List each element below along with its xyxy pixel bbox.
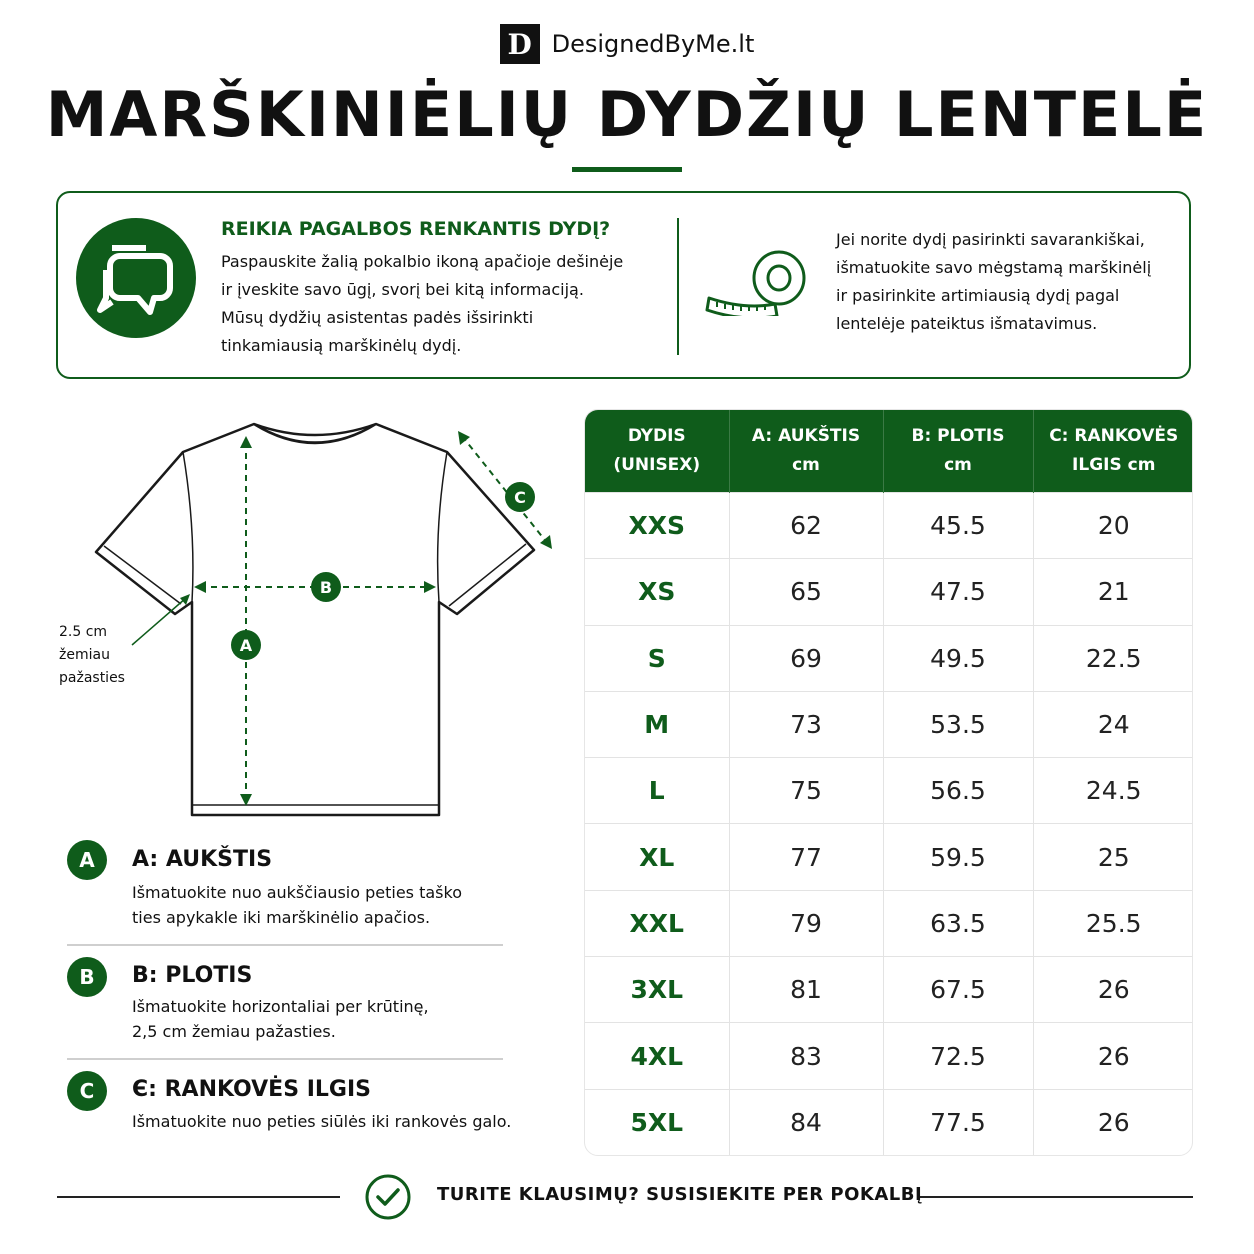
width-cell: 72.5 [883, 1023, 1033, 1089]
header-height: A: AUKŠTIS cm [729, 410, 883, 493]
sleeve-cell: 26 [1033, 1089, 1193, 1155]
size-cell: L [585, 758, 729, 824]
title-underline [572, 167, 682, 172]
size-cell: XS [585, 559, 729, 625]
sleeve-cell: 20 [1033, 493, 1193, 559]
width-cell: 53.5 [883, 691, 1033, 757]
height-cell: 69 [729, 625, 883, 691]
size-cell: 4XL [585, 1023, 729, 1089]
marker-a-label: A [239, 636, 253, 655]
size-table [584, 409, 1193, 1156]
sleeve-cell: 22.5 [1033, 625, 1193, 691]
height-cell: 84 [729, 1089, 883, 1155]
legend-divider [67, 944, 503, 946]
width-cell: 59.5 [883, 824, 1033, 890]
legend-desc-a: ties apykakle iki marškinėlio apačios. [132, 908, 431, 927]
tshirt-diagram [55, 410, 565, 830]
width-cell: 77.5 [883, 1089, 1033, 1155]
width-cell: 63.5 [883, 890, 1033, 956]
size-cell: 5XL [585, 1089, 729, 1155]
marker-c [505, 482, 535, 512]
marker-a [231, 630, 261, 660]
height-cell: 77 [729, 824, 883, 890]
diy-text-line: ir pasirinkite artimiausią dydį pagal [836, 286, 1120, 305]
height-cell: 75 [729, 758, 883, 824]
sleeve-cell: 21 [1033, 559, 1193, 625]
legend-desc-a: Išmatuokite nuo aukščiausio peties taško [132, 883, 462, 902]
width-cell: 49.5 [883, 625, 1033, 691]
sleeve-cell: 26 [1033, 957, 1193, 1023]
height-cell: 62 [729, 493, 883, 559]
header-size: DYDIS (UNISEX) [585, 410, 729, 493]
legend-title-b: B: PLOTIS [132, 963, 253, 988]
table-row [585, 890, 1193, 956]
header-sleeve: C: RANKOVĖS ILGIS cm [1033, 410, 1193, 493]
page-title: MARŠKINIĖLIŲ DYDŽIŲ LENTELĖ [45, 78, 1209, 151]
legend-badge-a: A [67, 840, 107, 880]
measuring-tape-icon [703, 248, 809, 320]
height-cell: 83 [729, 1023, 883, 1089]
help-text-line: Mūsų dydžių asistentas padės išsirinkti [221, 308, 534, 327]
size-cell: M [585, 691, 729, 757]
help-divider [677, 218, 679, 355]
sleeve-cell: 25.5 [1033, 890, 1193, 956]
legend-title-a: A: AUKŠTIS [132, 847, 273, 872]
sleeve-cell: 24.5 [1033, 758, 1193, 824]
legend-desc-c: Išmatuokite nuo peties siūlės iki rankovės galo. [132, 1112, 512, 1131]
table-row [585, 493, 1193, 559]
size-cell: XXL [585, 890, 729, 956]
marker-c-label: C [514, 488, 526, 507]
legend-divider [67, 1058, 503, 1060]
help-heading: REIKIA PAGALBOS RENKANTIS DYDĮ? [221, 218, 611, 240]
table-row [585, 1089, 1193, 1155]
table-row [585, 625, 1193, 691]
height-cell: 65 [729, 559, 883, 625]
legend-title-c: Є: RANKOVĖS ILGIS [132, 1077, 372, 1102]
table-row [585, 758, 1193, 824]
size-cell: XL [585, 824, 729, 890]
check-circle-icon [365, 1174, 411, 1220]
table-row [585, 1023, 1193, 1089]
height-cell: 73 [729, 691, 883, 757]
footer-contact-text: TURITE KLAUSIMŲ? SUSISIEKITE PER POKALBĮ [437, 1184, 923, 1205]
legend-desc-b: Išmatuokite horizontaliai per krūtinę, [132, 997, 429, 1016]
brand [0, 22, 1254, 66]
legend-desc-b: 2,5 cm žemiau pažasties. [132, 1022, 336, 1041]
sleeve-cell: 25 [1033, 824, 1193, 890]
help-text-line: Paspauskite žalią pokalbio ikoną apačioje dešinėje [221, 252, 624, 271]
width-cell: 56.5 [883, 758, 1033, 824]
chat-bubbles-icon [76, 218, 196, 338]
sleeve-cell: 24 [1033, 691, 1193, 757]
brand-name: DesignedByMe.lt [551, 30, 755, 58]
size-cell: S [585, 625, 729, 691]
size-cell: XXS [585, 493, 729, 559]
table-row [585, 824, 1193, 890]
brand-logo: D [500, 24, 540, 64]
legend-badge-b: B [67, 957, 107, 997]
footer-rule-right [917, 1196, 1193, 1198]
size-cell: 3XL [585, 957, 729, 1023]
marker-b-label: B [319, 578, 333, 597]
width-cell: 45.5 [883, 493, 1033, 559]
header-width: B: PLOTIS cm [883, 410, 1033, 493]
table-row [585, 957, 1193, 1023]
measure-note-line: 2.5 cm [59, 624, 108, 640]
diy-text-line: išmatuokite savo mėgstamą marškinėlį [836, 258, 1152, 277]
measure-note-line: pažasties [59, 670, 125, 686]
width-cell: 47.5 [883, 559, 1033, 625]
footer-rule-left [57, 1196, 340, 1198]
width-cell: 67.5 [883, 957, 1033, 1023]
measure-note-line: žemiau [59, 647, 110, 663]
diy-text-line: Jei norite dydį pasirinkti savarankiškai, [836, 230, 1145, 249]
sleeve-cell: 26 [1033, 1023, 1193, 1089]
height-cell: 81 [729, 957, 883, 1023]
height-cell: 79 [729, 890, 883, 956]
marker-b [311, 572, 341, 602]
help-text-line: ir įveskite savo ūgį, svorį bei kitą informaciją. [221, 280, 584, 299]
help-text-line: tinkamiausią marškinėlų dydį. [221, 336, 462, 355]
table-row [585, 559, 1193, 625]
table-header-row [585, 410, 1193, 493]
diy-text-line: lentelėje pateiktus išmatavimus. [836, 314, 1098, 333]
table-row [585, 691, 1193, 757]
legend-badge-c: C [67, 1071, 107, 1111]
